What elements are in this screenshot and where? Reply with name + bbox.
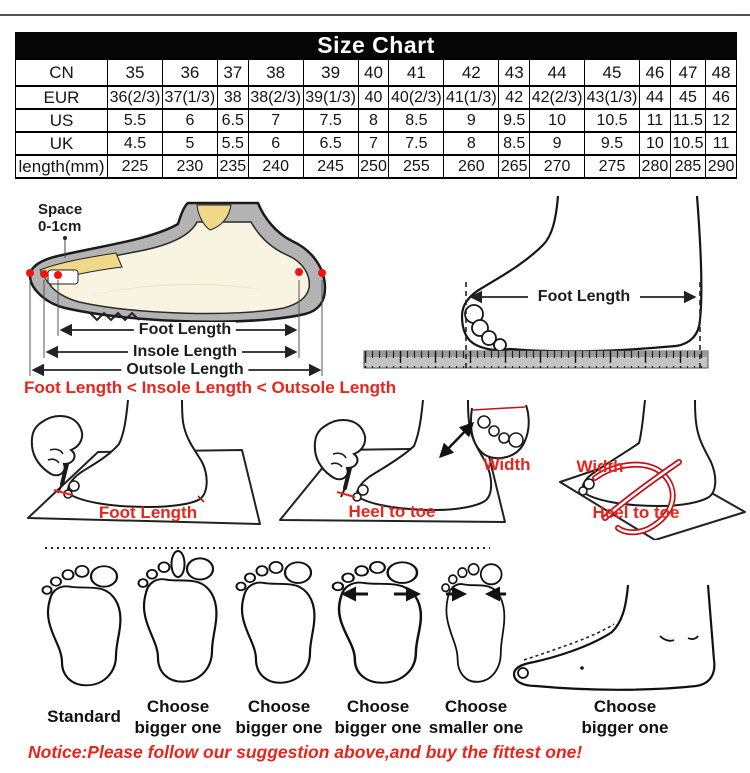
size-cell: 12	[706, 109, 737, 132]
size-table-row	[16, 155, 737, 178]
size-cell: 47	[670, 59, 705, 86]
size-cell: 42(2/3)	[530, 86, 585, 109]
size-cell: 8.5	[389, 109, 444, 132]
size-cell: 11.5	[670, 109, 705, 132]
ruler	[364, 351, 708, 368]
top-divider	[0, 14, 750, 16]
fit-caption-line2: bigger one	[134, 718, 222, 737]
footprint-narrow	[442, 564, 504, 682]
fit-caption-high-instep	[559, 694, 691, 740]
size-cell: 38	[248, 59, 303, 86]
fit-caption-line1: Choose	[444, 696, 508, 716]
size-cell: 37	[217, 59, 248, 86]
fit-caption-line1: Choose	[247, 696, 311, 716]
size-cell: 44	[530, 59, 585, 86]
fit-caption-line1: Standard	[47, 707, 121, 727]
size-cell: 42	[444, 59, 499, 86]
size-cell: 44	[639, 86, 670, 109]
fit-caption-line2: bigger one	[334, 718, 422, 737]
size-cell: 36	[162, 59, 217, 86]
size-cell: 285	[670, 155, 705, 178]
size-cell: 7	[358, 132, 389, 155]
size-cell: 9.5	[585, 132, 640, 155]
size-chart-title: Size Chart	[15, 32, 737, 58]
size-table-row	[16, 132, 737, 155]
size-chart-section	[15, 32, 737, 179]
size-cell: 6	[162, 109, 217, 132]
size-cell: 255	[389, 155, 444, 178]
size-cell: 38(2/3)	[248, 86, 303, 109]
size-table-body	[16, 59, 737, 178]
fit-caption-line1: Choose	[346, 696, 410, 716]
size-cell: 260	[444, 155, 499, 178]
size-cell: 290	[706, 155, 737, 178]
size-cell: 225	[108, 155, 163, 178]
size-cell: 9.5	[499, 109, 530, 132]
size-cell: 48	[706, 59, 737, 86]
size-row-label: length(mm)	[16, 155, 108, 178]
size-cell: 230	[162, 155, 217, 178]
size-cell: 5	[162, 132, 217, 155]
size-cell: 6	[248, 132, 303, 155]
size-cell: 42	[499, 86, 530, 109]
space-label	[38, 201, 82, 236]
size-cell: 275	[585, 155, 640, 178]
footprint-wide	[333, 562, 421, 683]
size-cell: 265	[499, 155, 530, 178]
space-label-line2: 0-1cm	[38, 218, 82, 236]
size-cell: 40	[358, 86, 389, 109]
step2-heel-to-toe-label: Heel to toe	[348, 502, 436, 521]
insole-length-label: Insole Length	[128, 344, 242, 360]
size-cell: 235	[217, 155, 248, 178]
notice-text: Notice:Please follow our suggestion above,and buy the fittest one!	[28, 742, 583, 762]
size-cell: 46	[706, 86, 737, 109]
length-rule-text: Foot Length < Insole Length < Outsole Length	[24, 378, 397, 397]
size-cell: 10	[639, 132, 670, 155]
fit-guide-diagram	[0, 540, 750, 705]
fit-caption-line1: Choose	[593, 696, 657, 716]
size-row-label: US	[16, 109, 108, 132]
fit-caption-line1: Choose	[146, 696, 210, 716]
size-cell: 45	[585, 59, 640, 86]
size-cell: 6.5	[217, 109, 248, 132]
step1-foot-length-label: Foot Length	[98, 503, 198, 522]
outsole-length-label: Outsole Length	[121, 362, 248, 378]
fit-caption-line2: smaller one	[428, 718, 524, 737]
footprint-tall	[237, 562, 315, 683]
foot-outline	[68, 400, 207, 507]
fit-caption-line2: bigger one	[581, 718, 669, 737]
size-cell: 7.5	[389, 132, 444, 155]
size-cell: 280	[639, 155, 670, 178]
size-cell: 40	[358, 59, 389, 86]
step3-heel-to-toe-label: Heel to toe	[592, 503, 680, 522]
size-cell: 41(1/3)	[444, 86, 499, 109]
size-cell: 10.5	[585, 109, 640, 132]
size-cell: 10.5	[670, 132, 705, 155]
size-row-label: CN	[16, 59, 108, 86]
size-cell: 36(2/3)	[108, 86, 163, 109]
size-cell: 43(1/3)	[585, 86, 640, 109]
size-cell: 40(2/3)	[389, 86, 444, 109]
size-cell: 6.5	[303, 132, 358, 155]
step3-width-label: Width	[576, 457, 624, 476]
size-row-label: EUR	[16, 86, 108, 109]
size-cell: 38	[217, 86, 248, 109]
size-cell: 245	[303, 155, 358, 178]
size-cell: 250	[358, 155, 389, 178]
size-cell: 4.5	[108, 132, 163, 155]
size-cell: 11	[706, 132, 737, 155]
width-inset-label: Width	[483, 455, 531, 474]
size-cell: 10	[530, 109, 585, 132]
size-cell: 45	[670, 86, 705, 109]
foot-length-label: Foot Length	[134, 322, 236, 338]
ruler-foot-length-label: Foot Length	[533, 289, 635, 305]
size-cell: 240	[248, 155, 303, 178]
size-cell: 8.5	[499, 132, 530, 155]
size-table-row	[16, 109, 737, 132]
fit-caption-narrow	[410, 694, 542, 740]
footprint-standard	[43, 566, 121, 685]
size-cell: 35	[108, 59, 163, 86]
size-row-label: UK	[16, 132, 108, 155]
size-cell: 39	[303, 59, 358, 86]
size-cell: 39(1/3)	[303, 86, 358, 109]
size-cell: 8	[444, 132, 499, 155]
foot-profile	[462, 196, 701, 351]
size-cell: 41	[389, 59, 444, 86]
size-cell: 37(1/3)	[162, 86, 217, 109]
size-cell: 7.5	[303, 109, 358, 132]
size-cell: 43	[499, 59, 530, 86]
fit-caption-line2: bigger one	[235, 718, 323, 737]
foot-outline	[583, 400, 716, 506]
high-instep-foot	[514, 585, 714, 690]
size-table-row	[16, 86, 737, 109]
space-label-line1: Space	[38, 201, 83, 218]
size-cell: 11	[639, 109, 670, 132]
size-cell: 46	[639, 59, 670, 86]
size-cell: 9	[444, 109, 499, 132]
size-cell: 7	[248, 109, 303, 132]
size-cell: 9	[530, 132, 585, 155]
size-table	[15, 58, 737, 179]
size-cell: 5.5	[108, 109, 163, 132]
size-cell: 270	[530, 155, 585, 178]
size-cell: 5.5	[217, 132, 248, 155]
footprints-illustration	[0, 540, 750, 705]
size-cell: 8	[358, 109, 389, 132]
size-table-row	[16, 59, 737, 86]
